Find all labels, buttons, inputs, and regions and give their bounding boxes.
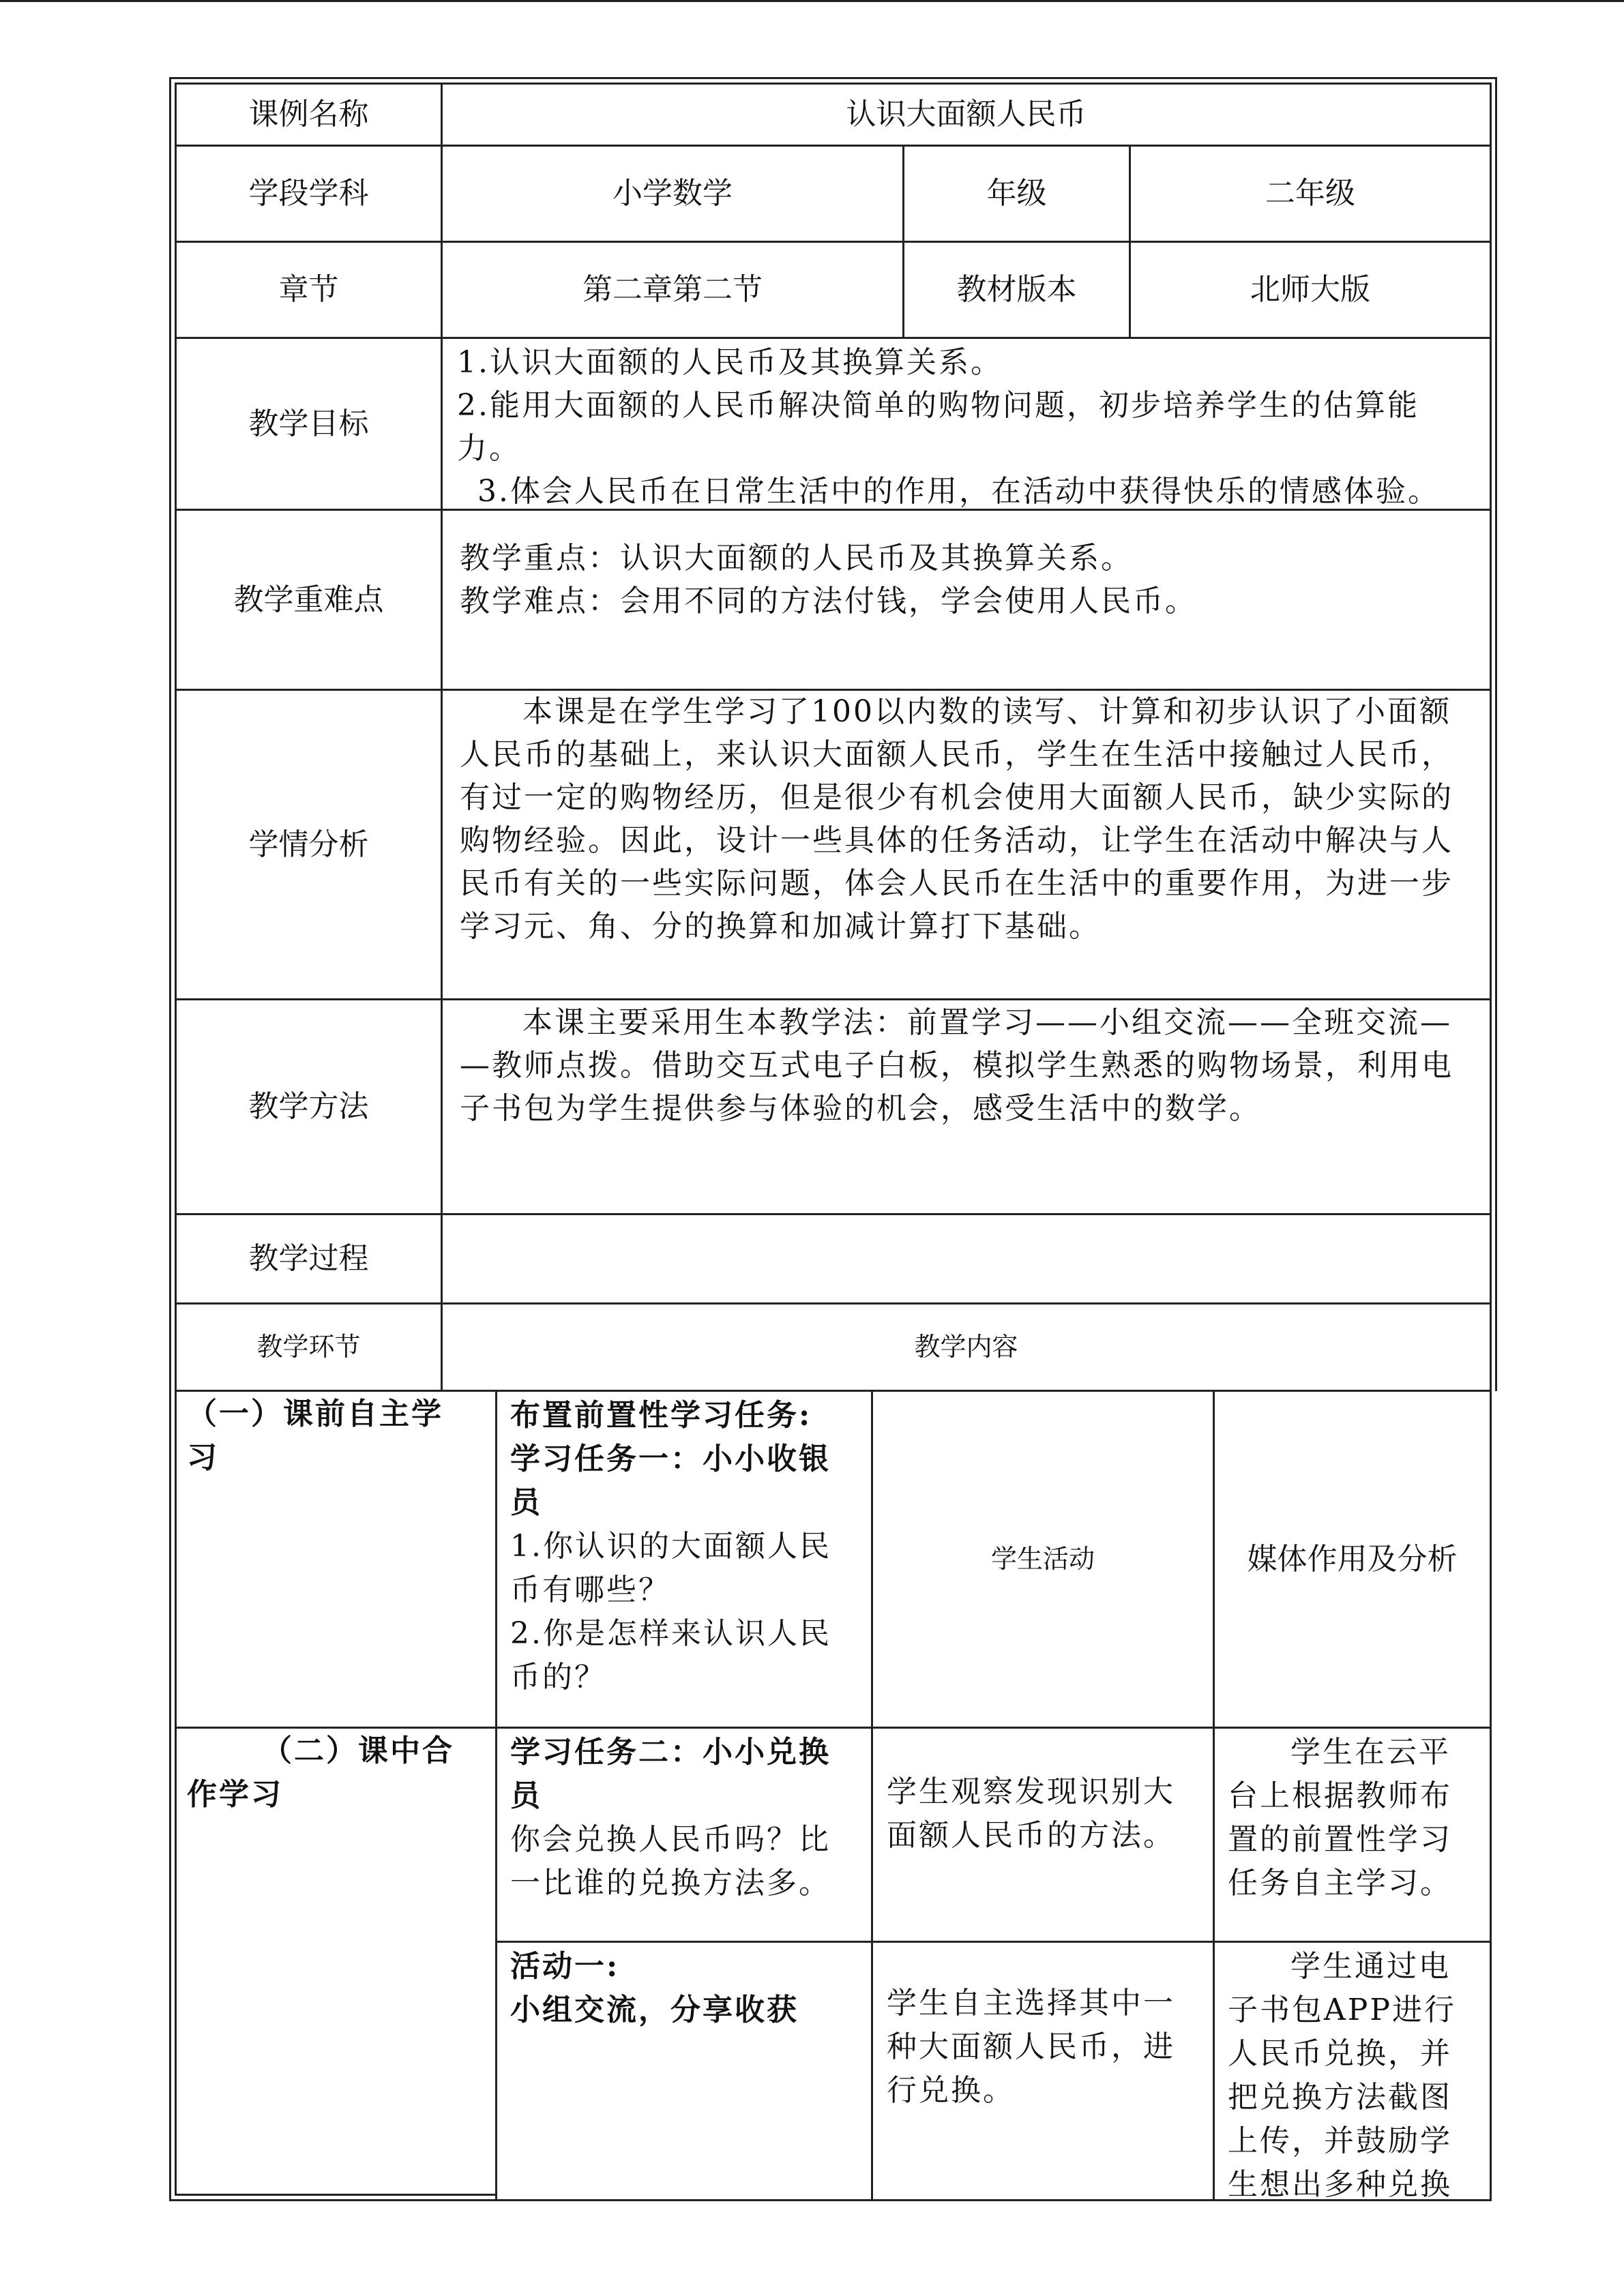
- objective-line: 3.体会人民币在日常生活中的作用，在活动中获得快乐的情感体验。: [477, 474, 1440, 509]
- activity1-student-activity: [887, 1982, 1207, 2113]
- col-line: [1490, 1391, 1492, 2201]
- method-line: —教师点拨。借助交互式电子白板，模拟学生熟悉的购物场景，利用电: [460, 1048, 1453, 1083]
- edition-value: 北师大版: [1250, 272, 1370, 308]
- stage1-task-line: 币有哪些？: [510, 1572, 670, 1607]
- stage2-task2: [510, 1731, 865, 1905]
- stage1-task-line: 2.你是怎样来认识人民: [510, 1616, 831, 1651]
- key-point-line: 教学难点：会用不同的方法付钱，学会使用人民币。: [460, 584, 1197, 618]
- stage2-name-line: 作学习: [187, 1777, 283, 1812]
- activity1-student-line: 行兑换。: [887, 2073, 1015, 2108]
- table-outer-top: [169, 77, 1497, 79]
- analysis-line: 有过一定的购物经历，但是很少有机会使用大面额人民币，缺少实际的: [460, 780, 1453, 815]
- activity1-student-line: 学生自主选择其中一: [887, 1986, 1175, 2021]
- stage1-content: [510, 1394, 865, 1699]
- task2-line: 一比谁的兑换方法多。: [510, 1866, 831, 1900]
- content-header: 教学内容: [914, 1331, 1018, 1362]
- chapter-label: 章节: [278, 272, 339, 308]
- task2-student-line: 面额人民币的方法。: [887, 1818, 1175, 1853]
- task2-media-line: 台上根据教师布: [1228, 1778, 1452, 1813]
- analysis-line: 民币有关的一些实际问题，体会人民币在生活中的重要作用，为进一步: [460, 866, 1453, 901]
- task2-student-activity: [887, 1770, 1207, 1858]
- row-line: [175, 1727, 1492, 1729]
- analysis-line: 人民币的基础上，来认识大面额人民币，学生在生活中接触过人民币，: [460, 737, 1453, 772]
- grade-label: 年级: [986, 176, 1047, 211]
- methods-text: [460, 1001, 1483, 1130]
- table-outer-left: [169, 77, 171, 2199]
- analysis-line: 学习元、角、分的换算和加减计算打下基础。: [460, 909, 1101, 944]
- task2-heading: 员: [510, 1778, 542, 1813]
- activity1-media-line: 人民币兑换，并: [1228, 2036, 1452, 2071]
- objective-line: 力。: [457, 431, 521, 466]
- task2-media-line: 置的前置性学习: [1228, 1822, 1452, 1857]
- activity1-media-line: 把兑换方法截图: [1228, 2080, 1452, 2115]
- stage1-task-heading: 员: [510, 1485, 542, 1520]
- edition-label: 教材版本: [956, 272, 1077, 308]
- analysis-text: [460, 690, 1483, 948]
- table-inner-bottom: [175, 2194, 495, 2196]
- activity1: [510, 1945, 865, 2032]
- subject-label: 学段学科: [248, 176, 369, 211]
- chapter-value: 第二章第二节: [582, 272, 763, 308]
- key-points-label: 教学重难点: [233, 582, 384, 617]
- method-line: 本课主要采用生本教学法：前置学习——小组交流——全班交流—: [522, 1005, 1452, 1040]
- key-point-line: 教学重点：认识大面额的人民币及其换算关系。: [460, 541, 1133, 576]
- task2-media-analysis: [1228, 1731, 1487, 1905]
- lesson-name-label: 课例名称: [248, 97, 369, 132]
- stage2-name-line: （二）课中合: [262, 1733, 454, 1768]
- objective-line: 1.认识大面额的人民币及其换算关系。: [457, 345, 1003, 380]
- stage1-task-line: 1.你认识的大面额人民: [510, 1529, 831, 1564]
- subject-value: 小学数学: [612, 176, 733, 211]
- grade-value: 二年级: [1265, 176, 1355, 211]
- methods-label: 教学方法: [248, 1089, 369, 1124]
- objectives-text: [457, 341, 1480, 513]
- activity1-media-analysis: [1228, 1945, 1487, 2207]
- media-analysis-header: 媒体作用及分析: [1247, 1541, 1458, 1577]
- key-points-text: [460, 537, 1483, 623]
- activity1-heading: 小组交流，分享收获: [510, 1993, 799, 2027]
- objectives-label: 教学目标: [248, 406, 369, 441]
- task2-line: 你会兑换人民币吗？比: [510, 1822, 831, 1857]
- stage1-task-heading: 学习任务一：小小收银: [510, 1442, 831, 1476]
- stage1-name-line: 习: [187, 1440, 219, 1475]
- table-outer-right: [1495, 77, 1497, 1391]
- task2-media-line: 任务自主学习。: [1228, 1866, 1452, 1900]
- activity1-media-line: 上传，并鼓励学: [1228, 2123, 1452, 2158]
- analysis-line: 购物经验。因此，设计一些具体的任务活动，让学生在活动中解决与人: [460, 823, 1453, 858]
- method-line: 子书包为学生提供参与体验的机会，感受生活中的数学。: [460, 1091, 1261, 1126]
- stage2-name: [187, 1729, 487, 1817]
- task2-student-line: 学生观察发现识别大: [887, 1774, 1175, 1809]
- activity1-student-line: 种大面额人民币，进: [887, 2029, 1175, 2064]
- col-line: [495, 1391, 497, 2201]
- table-inner-right: [1490, 83, 1492, 1391]
- objective-line: 2.能用大面额的人民币解决简单的购物问题，初步培养学生的估算能: [457, 388, 1419, 423]
- lesson-name-value: 认识大面额人民币: [846, 97, 1087, 132]
- table-outer-bottom: [169, 2199, 495, 2201]
- page-top-border: [0, 0, 1624, 2]
- analysis-label: 学情分析: [248, 826, 369, 862]
- stage1-name: [187, 1392, 487, 1480]
- row-line: [495, 1941, 1492, 1943]
- process-label: 教学过程: [248, 1241, 369, 1277]
- student-activity-header: 学生活动: [990, 1543, 1095, 1574]
- activity1-media-line: 生想出多种兑换: [1228, 2167, 1452, 2202]
- stage1-name-line: （一）课前自主学: [187, 1397, 443, 1431]
- task2-heading: 学习任务二：小小兑换: [510, 1735, 831, 1770]
- activity1-media-line: 子书包APP进行: [1228, 1993, 1456, 2027]
- stage1-task-heading: 布置前置性学习任务:: [510, 1398, 812, 1433]
- stage1-task-line: 币的？: [510, 1660, 606, 1695]
- activity1-heading: 活动一:: [510, 1949, 620, 1984]
- analysis-line: 本课是在学生学习了100以内数的读写、计算和初步认识了小面额: [522, 694, 1451, 729]
- activity1-media-line: 学生通过电: [1290, 1949, 1451, 1984]
- stage-header: 教学环节: [256, 1331, 361, 1362]
- task2-media-line: 学生在云平: [1290, 1735, 1451, 1770]
